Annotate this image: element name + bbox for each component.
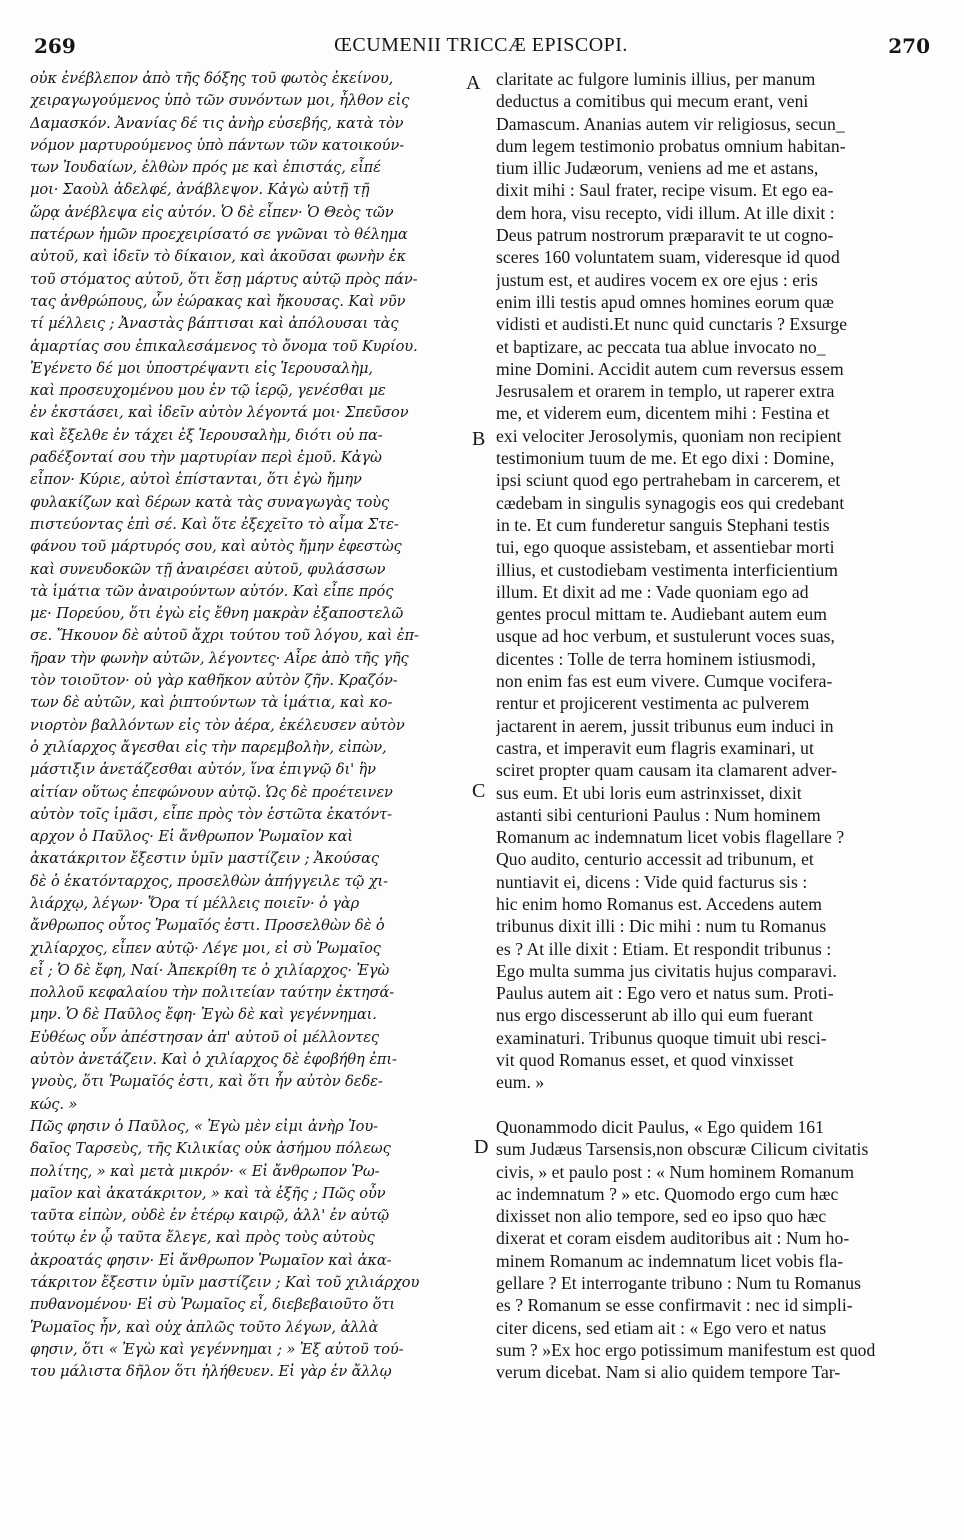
text-line: illius, et custodiebam vestimenta interficientium — [496, 559, 839, 580]
text-line: Πῶς φησιν ὁ Παῦλος, « Ἐγὼ μὲν εἰμι ἀνὴρ Ἰου- — [30, 1117, 378, 1135]
text-line: es ? At ille dixit : Etiam. Et respondit tribunus : — [496, 938, 832, 959]
text-line: δαῖος Ταρσεὺς, τῆς Κιλικίας οὐκ ἀσήμου πόλεως — [30, 1140, 391, 1158]
text-line: πολίτης, » καὶ μετὰ μικρόν· « Εἰ ἄνθρωπον Ῥω- — [30, 1162, 380, 1180]
margin-marker-d: D — [474, 1136, 489, 1158]
text-line: σε. Ἤκουον δὲ αὐτοῦ ἄχρι τούτου τοῦ λόγου, καὶ ἐπ- — [30, 627, 419, 645]
text-line: sum Judæus Tarsensis,non obscuræ Cilicum civitatis — [496, 1139, 869, 1160]
margin-marker-b: B — [472, 428, 486, 450]
text-line: exi velociter Jerosolymis, quoniam non recipient — [496, 425, 842, 446]
text-line: vidisti et audisti.Et nunc quid cunctaris ? Exsurge — [496, 314, 848, 335]
text-line: Εὐθέως οὖν ἀπέστησαν ἀπ' αὐτοῦ οἱ μέλλοντες — [30, 1028, 380, 1046]
text-line: non enim fas est eum vivere. Cumque vocifera- — [496, 671, 833, 692]
text-line: justum est, et audires vocem ex ore ejus : eris — [496, 269, 818, 290]
text-line: deductus a comitibus qui mecum erant, veni — [496, 91, 809, 112]
text-line: μοι· Σαοὺλ ἀδελφέ, ἀνάβλεψον. Κἀγὼ αὐτῇ τῇ — [30, 181, 370, 199]
text-line: μην. Ὁ δὲ Παῦλος ἔφη· Ἐγὼ δὲ καὶ γεγέννημαι. — [30, 1006, 377, 1024]
text-line: ὥρᾳ ἀνέβλεψα εἰς αὐτόν. Ὁ δὲ εἶπεν· Ὁ Θεὸς τῶν — [30, 203, 394, 221]
text-line: sum ? »Ex hoc ergo potissimum manifestum est quod — [496, 1339, 876, 1360]
text-line: citer dicens, sed etiam ait : « Ego vero et natus — [496, 1317, 827, 1338]
text-line: των Ἰουδαίων, ἐλθὼν πρός με καὶ ἐπιστάς, εἶπέ — [30, 159, 381, 177]
text-line: es ? Romanum se esse confirmavit : nec id simpli- — [496, 1295, 853, 1316]
text-line: Damascum. Ananias autem vir religiosus, secun_ — [496, 113, 845, 134]
text-line: αρχον ὁ Παῦλος· Εἰ ἄνθρωπον Ῥωμαῖον καὶ — [30, 828, 353, 846]
text-line: μάστιξιν ἀνετάζεσθαι αὐτόν, ἵνα ἐπιγνῷ δι' ἣν — [30, 761, 376, 779]
text-line: Quo audito, centurio accessit ad tribunum, et — [496, 849, 814, 870]
text-line: nuntiavit ei, dicens : Vide quid facturus sis : — [496, 871, 808, 892]
text-line: sceres 160 voluntatem suam, videresque id quod — [496, 247, 840, 268]
text-line: με· Πορεύου, ὅτι ἐγὼ εἰς ἔθνη μακρὰν ἐξαποστελῶ — [30, 605, 404, 623]
text-line: civis, » et paulo post : « Num hominem Romanum — [496, 1161, 855, 1182]
text-line: πυθανομένου· Εἰ σὺ Ῥωμαῖος εἶ, διεβεβαιοῦτο ὅτι — [30, 1296, 395, 1314]
text-line: εἶπον· Κύριε, αὐτοὶ ἐπίστανται, ὅτι ἐγὼ ἤμην — [30, 471, 362, 489]
text-line: usque ad hoc verbum, et sustulerunt voces suas, — [496, 626, 836, 647]
text-line: gellare ? Et interrogante tribuno : Num tu Romanus — [496, 1273, 862, 1294]
text-line: τας ἀνθρώπους, ὧν ἑώρακας καὶ ἤκουσας. Καὶ νῦν — [30, 292, 406, 310]
text-line: ἀκατάκριτον ἔξεστιν ὑμῖν μαστίζειν ; Ἀκούσας — [30, 850, 379, 868]
latin-column — [496, 68, 930, 1384]
text-line: χειραγωγούμενος ὑπὸ τῶν συνόντων μοι, ἦλθον εἰς — [30, 92, 410, 110]
text-line: et baptizare, ac peccata tua ablue invocato no_ — [496, 336, 826, 357]
text-line: τοῦ στόματος αὐτοῦ, ὅτι ἔσῃ μάρτυς αὐτῷ πρὸς πάν- — [30, 270, 418, 288]
text-line: Romanum ac indemnatum licet vobis flagellare ? — [496, 827, 845, 848]
text-line: testimonium tuum de me. Et ego dixi : Domine, — [496, 448, 835, 469]
text-line: ac indemnatum ? » etc. Quomodo ergo cum hæc — [496, 1183, 839, 1204]
text-line: ὁ χιλίαρχος ἄγεσθαι εἰς τὴν παρεμβολὴν, εἰπὼν, — [30, 738, 387, 756]
text-line: Ῥωμαῖος ἦν, καὶ οὐχ ἁπλῶς τοῦτο λέγων, ἀλλὰ — [30, 1318, 379, 1336]
text-line: τὸν τοιοῦτον· οὐ γὰρ καθῆκον αὐτὸν ζῆν. Κραζόν- — [30, 672, 398, 690]
text-line: dixit mihi : Saul frater, recipe visum. Et ego ea- — [496, 180, 834, 201]
page-number-left: 269 — [34, 34, 76, 58]
text-line: sus eum. Et ubi loris eum astrinxisset, dixit — [496, 782, 802, 803]
text-line: φησιν, ὅτι « Ἐγὼ καὶ γεγέννημαι ; » Ἐξ αὐτοῦ τού- — [30, 1340, 404, 1358]
text-line: dixerat et coram eisdem auditoribus ait : Num ho- — [496, 1228, 850, 1249]
running-header — [28, 34, 934, 64]
text-line: αὐτὸν ἀνετάζειν. Καὶ ὁ χιλίαρχος δὲ ἐφοβήθη ἐπι- — [30, 1051, 397, 1069]
text-line: τούτῳ ἐν ᾧ ταῦτα ἔλεγε, καὶ πρὸς τοὺς αὐτοὺς — [30, 1229, 375, 1247]
text-line: castra, et imperavit eum flagris examinari, ut — [496, 737, 814, 758]
text-line: dum legem testimonio probatus omnium habitan- — [496, 135, 846, 156]
text-line: ῆραν τὴν φωνὴν αὐτῶν, λέγοντες· Αἶρε ἀπὸ τῆς γῆς — [30, 649, 409, 667]
text-line: tribunus dixit illi : Dic mihi : num tu Romanus — [496, 916, 827, 937]
text-line: vit quod Romanus esset, et quod vinxisset — [496, 1050, 794, 1071]
text-line: κώς. » — [30, 1095, 78, 1113]
text-line: gentes procul mittam te. Audiebant autem eum — [496, 604, 828, 625]
text-line: sciret propter quam causam ita clamarent adver- — [496, 760, 838, 781]
text-line: Ἐγένετο δέ μοι ὑποστρέψαντι εἰς Ἱερουσαλὴμ, — [30, 359, 373, 377]
text-line: ipsi sciunt quod ego pertrahebam in carcerem, et — [496, 470, 841, 491]
text-line: nus ergo discesserunt ab illo qui eum fuerant — [496, 1005, 814, 1026]
margin-marker-a: A — [466, 72, 481, 94]
text-line: ἁμαρτίας σου ἐπικαλεσάμενος τὸ ὄνομα τοῦ Κυρίου. — [30, 337, 418, 355]
text-line: οὐκ ἐνέβλεπον ἀπὸ τῆς δόξης τοῦ φωτὸς ἐκείνου, — [30, 70, 394, 87]
text-line: verum dicebat. Nam si alio quidem tempore Tar- — [496, 1362, 841, 1383]
text-line: πατέρων ἡμῶν προεχειρίσατό σε γνῶναι τὸ θέλημα — [30, 226, 408, 244]
text-line: φάνου τοῦ μάρτυρός σου, καὶ αὐτὸς ἤμην ἐφεστὼς — [30, 538, 402, 556]
text-line: Paulus autem ait : Ego vero et natus sum. Proti- — [496, 983, 834, 1004]
text-line: rentur et projicerent vestimenta ac pulverem — [496, 693, 810, 714]
text-line: ἐν ἐκστάσει, καὶ ἰδεῖν αὐτὸν λέγοντά μοι· Σπεῦσον — [30, 404, 409, 422]
text-line: enim illi testis apud omnes homines eorum quæ — [496, 291, 834, 312]
text-line: καὶ συνευδοκῶν τῇ ἀναιρέσει αὐτοῦ, φυλάσσων — [30, 560, 386, 578]
page-number-right: 270 — [888, 34, 930, 58]
text-line: νιορτὸν βαλλόντων εἰς τὸν ἀέρα, ἐκέλευσεν αὐτὸν — [30, 716, 405, 734]
text-line: ἀκροατάς φησιν· Εἰ ἄνθρωπον Ῥωμαῖον καὶ ἀκα- — [30, 1251, 392, 1269]
text-line: me, et viderem eum, dicentem mihi : Festina et — [496, 403, 830, 424]
text-line: Deus patrum nostrorum præparavit te ut cogno- — [496, 225, 834, 246]
text-line: dicentes : Tolle de terra hominem istiusmodi, — [496, 648, 816, 669]
text-line: λιάρχῳ, λέγων· Ὅρα τί μέλλεις ποιεῖν· ὁ γὰρ — [30, 894, 360, 912]
text-line: των δὲ αὐτῶν, καὶ ῥιπτούντων τὰ ἱμάτια, καὶ κο- — [30, 694, 393, 712]
text-line: αὐτὸν τοῖς ἱμᾶσι, εἶπε πρὸς τὸν ἑστῶτα ἑκατόντ- — [30, 805, 392, 823]
text-line: τί μέλλεις ; Ἀναστὰς βάπτισαι καὶ ἀπόλουσαι τὰς — [30, 315, 399, 333]
text-line: dixisset non alio tempore, sed eo ipso quo hæc — [496, 1206, 827, 1227]
text-line: ραδέξονταί σου τὴν μαρτυρίαν περὶ ἐμοῦ. Κἀγὼ — [30, 449, 382, 467]
text-line: mine Domini. Accidit autem cum reversus essem — [496, 358, 844, 379]
text-line: astanti sibi centurioni Paulus : Num hominem — [496, 804, 821, 825]
text-line: πολλοῦ κεφαλαίου τὴν πολιτείαν ταύτην ἐκτησά- — [30, 984, 395, 1002]
text-line: claritate ac fulgore luminis illius, per manum — [496, 69, 816, 89]
text-line: Δαμασκόν. Ἀνανίας δέ τις ἀνὴρ εὐσεβής, κατὰ τὸν — [30, 114, 404, 132]
text-line: αἰτίαν οὕτως ἐπεφώνουν αὐτῷ. Ὡς δὲ προέτεινεν — [30, 783, 393, 801]
text-line: μαῖον καὶ ἀκατάκριτον, » καὶ τὰ ἑξῆς ; Πῶς οὖν — [30, 1184, 386, 1202]
greek-column — [30, 68, 462, 1384]
running-title: ŒCUMENII TRICCÆ EPISCOPI. — [334, 34, 628, 56]
text-line: καὶ προσευχομένου μου ἐν τῷ ἱερῷ, γενέσθαι με — [30, 382, 386, 400]
text-line: tium illic Judæorum, veniens ad me et astans, — [496, 158, 819, 179]
text-line: νόμον μαρτυρούμενος ὑπὸ πάντων τῶν κατοικούν- — [30, 136, 405, 154]
text-line: Jesrusalem et orarem in templo, ut raperer extra — [496, 381, 835, 402]
text-line: cædebam in singulis synagogis eos qui credebant — [496, 492, 845, 513]
text-line: in te. Et cum funderetur sanguis Stephani testis — [496, 514, 830, 535]
text-line: jactarent in aerem, jussit tribunus eum induci in — [496, 715, 834, 736]
text-line: minem Romanum ac indemnatum licet vobis fla- — [496, 1250, 844, 1271]
text-line: illum. Et dixit ad me : Vade quoniam ego ad — [496, 581, 809, 602]
text-line: δὲ ὁ ἑκατόνταρχος, προσελθὼν ἀπήγγειλε τῷ χι- — [30, 872, 388, 890]
text-line: καὶ ἔξελθε ἐν τάχει ἐξ Ἱερουσαλὴμ, διότι οὐ πα- — [30, 426, 383, 444]
margin-marker-c: C — [472, 780, 486, 802]
text-line: Quonammodo dicit Paulus, « Ego quidem 161 — [496, 1116, 824, 1137]
text-line: ταῦτα εἰπὼν, οὐδὲ ἐν ἑτέρῳ καιρῷ, ἀλλ' ἐν αὐτῷ — [30, 1207, 390, 1225]
text-line: τάκριτον ἔξεστιν ὑμῖν μαστίζειν ; Καὶ τοῦ χιλιάρχου — [30, 1274, 420, 1292]
text-line: tui, ego quoque assistebam, et assentiebar morti — [496, 537, 835, 558]
text-line: examinaturi. Tribunus quoque timuit ubi resci- — [496, 1027, 827, 1048]
text-line: του μάλιστα δῆλον ὅτι ἠλήθευεν. Εἰ γὰρ ἐν ἄλλῳ — [30, 1363, 392, 1381]
text-line: αὐτοῦ, καὶ ἰδεῖν τὸ δίκαιον, καὶ ἀκοῦσαι φωνὴν ἐκ — [30, 248, 406, 266]
text-line — [496, 1094, 930, 1116]
text-line: φυλακίζων καὶ δέρων κατὰ τὰς συναγωγὰς τοὺς — [30, 493, 390, 511]
text-line: eum. » — [496, 1072, 545, 1093]
text-line: γνοὺς, ὅτι Ῥωμαῖός ἐστι, καὶ ὅτι ἦν αὐτὸν δεδε- — [30, 1073, 383, 1091]
text-line: hic enim homo Romanus est. Accedens autem — [496, 893, 822, 914]
text-line: χιλίαρχος, εἶπεν αὐτῷ· Λέγε μοι, εἰ σὺ Ῥωμαῖος — [30, 939, 381, 957]
text-line: ἄνθρωπος οὗτος Ῥωμαῖός ἐστι. Προσελθὼν δὲ ὁ — [30, 917, 385, 935]
text-line: εἶ ; Ὁ δὲ ἔφη, Ναί· Ἀπεκρίθη τε ὁ χιλίαρχος· Ἐγὼ — [30, 961, 390, 979]
text-line: Ego multa summa jus civitatis hujus comparavi. — [496, 960, 837, 981]
text-line: πιστεύοντας ἐπὶ σέ. Καὶ ὅτε ἐξεχεῖτο τὸ αἷμα Στε- — [30, 515, 399, 533]
text-line: τὰ ἱμάτια τῶν ἀναιρούντων αὐτόν. Καὶ εἶπε πρός — [30, 582, 394, 600]
text-line: dem hora, visu recepto, vidi illum. At ille dixit : — [496, 202, 835, 223]
